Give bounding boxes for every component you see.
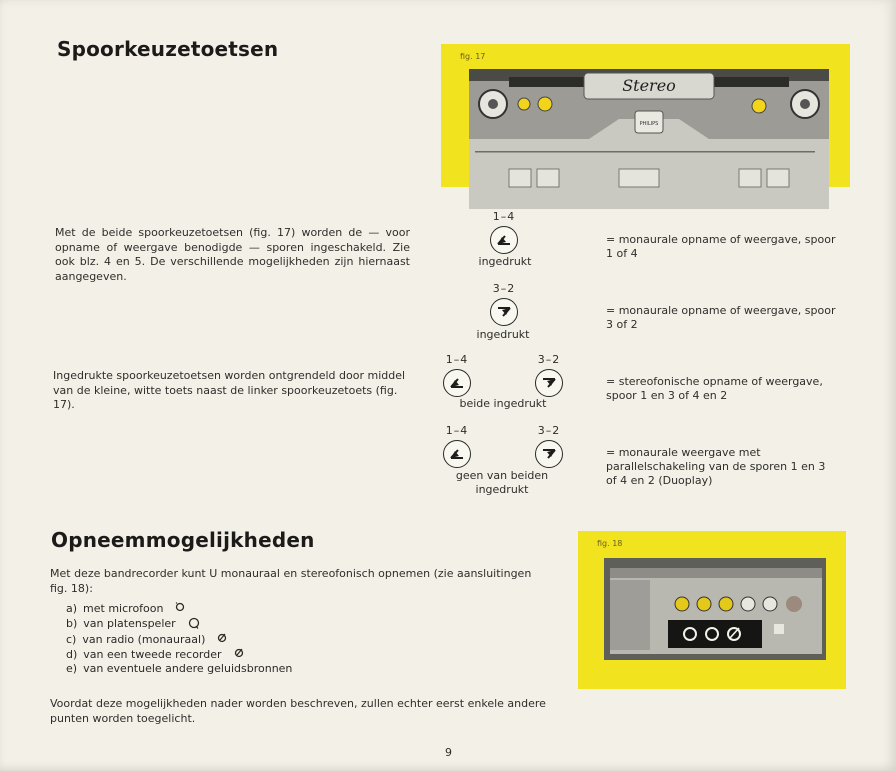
arrow-left-up-icon <box>443 369 471 397</box>
list-item-text: van platenspeler <box>83 616 176 630</box>
arrow-left-up-icon <box>490 226 518 254</box>
key-1-4-number: 1–4 <box>445 353 469 366</box>
list-item-text: van eventuele andere geluidsbronnen <box>83 662 293 675</box>
key-3-2-number: 3–2 <box>537 424 561 437</box>
key-1-4-number: 1–4 <box>445 424 469 437</box>
section-title-spoorkeuzetoetsen: Spoorkeuzetoetsen <box>57 37 279 61</box>
figure-17-label: fig. 17 <box>460 52 486 61</box>
list-item-text: met microfoon <box>83 602 164 615</box>
svg-text:PHILIPS: PHILIPS <box>639 121 659 127</box>
tape-deck-illustration <box>469 69 829 209</box>
list-item <box>66 633 366 648</box>
list-item-text: van een tweede recorder <box>83 647 222 661</box>
caption-ingedrukt-1: ingedrukt <box>478 255 532 268</box>
list-item-letter: e) <box>66 662 78 675</box>
caption-geen-line2: ingedrukt <box>475 483 529 496</box>
figure-17-photo <box>469 69 829 209</box>
recorder-symbol-icon <box>234 648 244 663</box>
caption-beide-ingedrukt: beide ingedrukt <box>459 397 547 410</box>
key-1-4-both <box>437 353 477 397</box>
microphone-symbol-icon <box>175 602 185 617</box>
key-3-2-number: 3–2 <box>537 353 561 366</box>
section-title-opneemmogelijkheden: Opneemmogelijkheden <box>51 528 315 552</box>
arrow-right-down-icon <box>490 298 518 326</box>
list-item <box>66 617 366 634</box>
figure-17 <box>441 44 850 187</box>
paragraph-ontgrendelen: Ingedrukte spoorkeuzetoetsen worden ontgrendeld door middel van de kleine, witte toets naast de linker spoorkeuzetoets (fig. 17). <box>53 369 406 411</box>
description-spoor-3-of-2: = monaurale opname of weergave, spoor 3 of 2 <box>606 304 836 331</box>
arrow-right-down-icon <box>535 369 563 397</box>
figure-18-photo <box>604 558 826 660</box>
description-spoor-1-of-4: = monaurale opname of weergave, spoor 1 of 4 <box>606 233 836 260</box>
paragraph-opnemen-outro: Voordat deze mogelijkheden nader worden beschreven, zullen echter eerst enkele andere punten worden toegelicht. <box>50 697 546 725</box>
arrow-right-down-icon <box>535 440 563 468</box>
key-1-4-single <box>484 210 524 254</box>
paragraph-opnemen-intro: Met deze bandrecorder kunt U monauraal en stereofonisch opnemen (zie aansluitingen fig. 18): <box>50 567 532 595</box>
record-player-symbol-icon <box>188 617 200 634</box>
caption-geen-line1: geen van beiden <box>455 469 549 482</box>
list-item-letter: a) <box>66 602 78 615</box>
key-3-2-both <box>529 353 569 397</box>
description-stereo: = stereofonische opname of weergave, spoor 1 en 3 of 4 en 2 <box>606 375 823 402</box>
description-duoplay: = monaurale weergave met parallelschakeling van de sporen 1 en 3 of 4 en 2 (Duoplay) <box>606 446 826 487</box>
radio-symbol-icon <box>217 633 227 648</box>
key-1-4-none <box>437 424 477 468</box>
caption-ingedrukt-2: ingedrukt <box>476 328 530 341</box>
paragraph-spoorkeuze-intro: Met de beide spoorkeuzetoetsen (fig. 17) worden de — voor opname of weergave benodigde — sporen ingeschakeld. Zie ook blz. 4 en 5. De verschillende mogelijkheden zijn hiernaast aangegeven. <box>55 226 410 283</box>
list-item-letter: d) <box>66 647 78 661</box>
input-sockets-illustration <box>604 558 826 660</box>
caption-geen-van-beiden <box>440 469 564 497</box>
list-item-letter: b) <box>66 616 78 630</box>
key-3-2-single <box>484 282 524 326</box>
stereo-badge-text: Stereo <box>622 76 676 95</box>
recording-options-list <box>66 602 366 677</box>
key-1-4-number: 1–4 <box>492 210 516 223</box>
list-item-letter: c) <box>66 633 77 646</box>
list-item <box>66 648 366 663</box>
list-item-text: van radio (monauraal) <box>82 633 206 646</box>
list-item <box>66 602 366 617</box>
figure-18-label: fig. 18 <box>597 539 623 548</box>
figure-18 <box>578 531 846 689</box>
page-number: 9 <box>445 746 452 759</box>
list-item <box>66 662 366 677</box>
key-3-2-none <box>529 424 569 468</box>
arrow-left-up-icon <box>443 440 471 468</box>
key-3-2-number: 3–2 <box>492 282 516 295</box>
